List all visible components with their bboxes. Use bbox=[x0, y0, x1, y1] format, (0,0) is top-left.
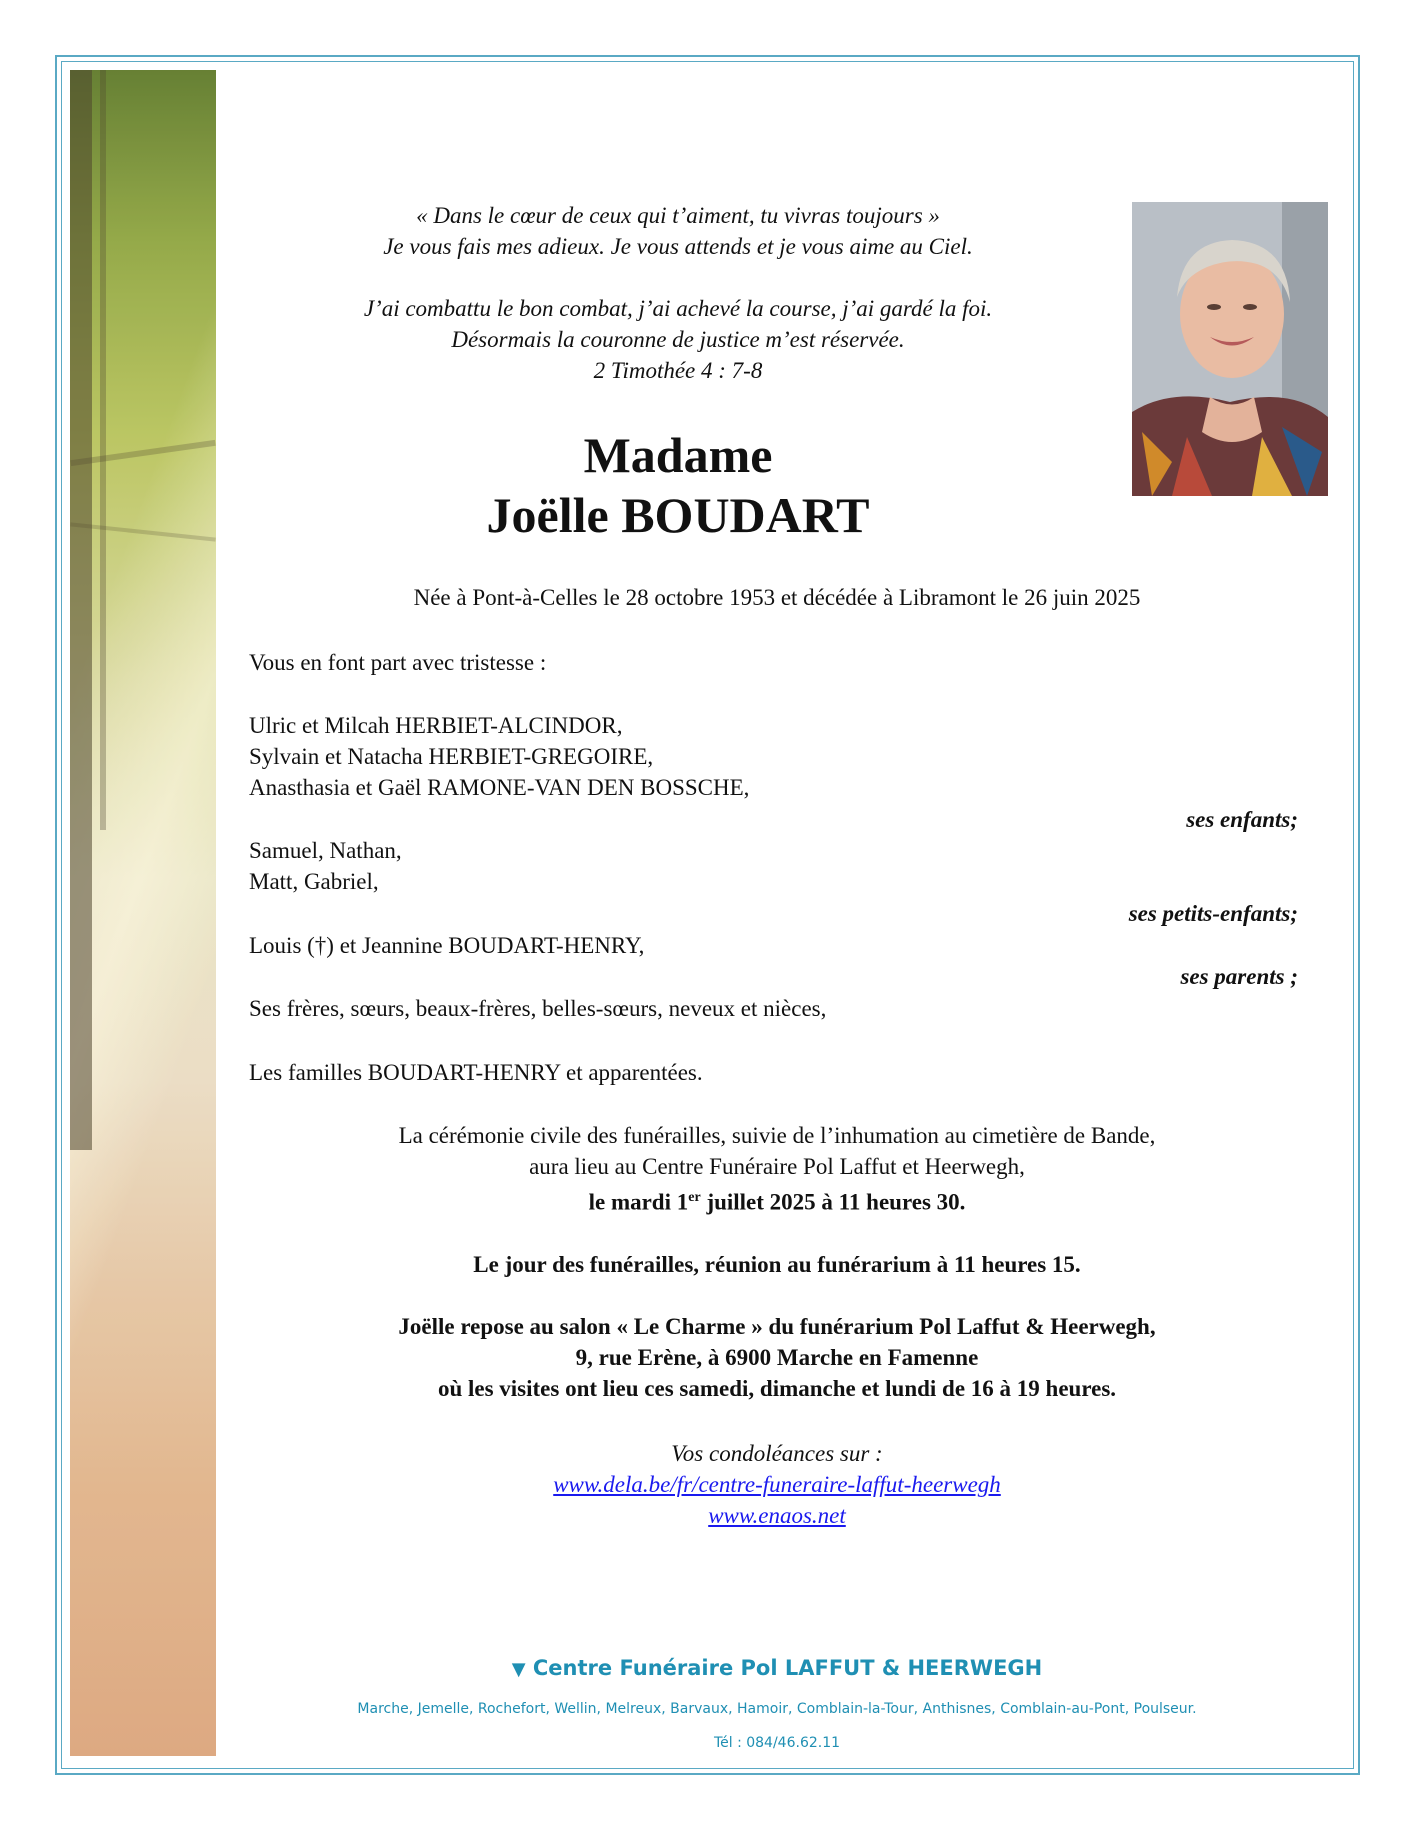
grandchild-line-2: Matt, Gabriel, bbox=[249, 869, 379, 894]
deceased-title: Madame bbox=[583, 427, 773, 483]
meeting-line: Le jour des funérailles, réunion au funérarium à 11 heures 15. bbox=[473, 1251, 1081, 1277]
footer-locations: Marche, Jemelle, Rochefort, Wellin, Melreux, Barvaux, Hamoir, Comblain-la-Tour, Anthisnes, Comblain-au-Pont, Poulseur. bbox=[357, 1701, 1197, 1717]
announcement-intro: Vous en font part avec tristesse : bbox=[249, 650, 547, 675]
child-line-2: Sylvain et Natacha HERBIET-GREGOIRE, bbox=[249, 744, 654, 769]
ceremony-line-1: La cérémonie civile des funérailles, suivie de l’inhumation au cimetière de Bande, bbox=[398, 1123, 1156, 1148]
rest-line-1: Joëlle repose au salon « Le Charme » du funérarium Pol Laffut & Heerwegh, bbox=[398, 1313, 1156, 1339]
rest-line-3: où les visites ont lieu ces samedi, dimanche et lundi de 16 à 19 heures. bbox=[437, 1375, 1117, 1401]
birth-death-text: Née à Pont-à-Celles le 28 octobre 1953 et décédée à Libramont le 26 juin 2025 bbox=[413, 585, 1141, 610]
ceremony-date-sup: er bbox=[688, 1190, 701, 1205]
children-label: ses enfants; bbox=[1186, 807, 1298, 832]
condolences-link-enaos[interactable]: www.enaos.net bbox=[708, 1503, 846, 1528]
footer-phone: Tél : 084/46.62.11 bbox=[713, 1735, 841, 1751]
footer-company-name: Centre Funéraire Pol LAFFUT & HEERWEGH bbox=[532, 1656, 1043, 1680]
grandchild-line-1: Samuel, Nathan, bbox=[249, 838, 402, 863]
triangle-down-icon: ▼ bbox=[511, 1659, 526, 1680]
deceased-name: Joëlle BOUDART bbox=[486, 487, 870, 543]
child-line-1: Ulric et Milcah HERBIET-ALCINDOR, bbox=[249, 713, 623, 738]
parents-line: Louis (†) et Jeannine BOUDART-HENRY, bbox=[249, 933, 645, 958]
quote-block bbox=[216, 200, 1140, 386]
ceremony-date-prefix: le mardi 1 bbox=[588, 1189, 689, 1215]
condolences-label: Vos condoléances sur : bbox=[671, 1441, 883, 1466]
grandchildren-label: ses petits-enfants; bbox=[1128, 901, 1298, 926]
quote-reference: 2 Timothée 4 : 7-8 bbox=[593, 358, 763, 383]
ceremony-date bbox=[216, 1182, 1338, 1218]
families-line: Les familles BOUDART-HENRY et apparentées. bbox=[249, 1060, 703, 1085]
quote-line-4: Désormais la couronne de justice m’est réservée. bbox=[451, 327, 905, 352]
ceremony-block bbox=[216, 1120, 1338, 1404]
quote-line-2: Je vous fais mes adieux. Je vous attends et je vous aime au Ciel. bbox=[383, 234, 973, 259]
condolences-link-dela[interactable]: www.dela.be/fr/centre-funeraire-laffut-heerwegh bbox=[553, 1472, 1001, 1497]
deceased-photo bbox=[1132, 202, 1328, 496]
rest-line-2: 9, rue Erène, à 6900 Marche en Famenne bbox=[575, 1344, 979, 1370]
name-block bbox=[216, 425, 1140, 545]
forest-path-image bbox=[70, 70, 216, 1756]
ceremony-line-2: aura lieu au Centre Funéraire Pol Laffut et Heerwegh, bbox=[529, 1154, 1025, 1179]
footer-company bbox=[216, 1656, 1338, 1680]
birth-death-line bbox=[216, 582, 1338, 613]
condolences-block bbox=[216, 1438, 1338, 1531]
quote-line-1: « Dans le cœur de ceux qui t’aiment, tu vivras toujours » bbox=[416, 203, 940, 228]
quote-line-3: J’ai combattu le bon combat, j’ai achevé la course, j’ai gardé la foi. bbox=[363, 296, 993, 321]
parents-label: ses parents ; bbox=[1180, 964, 1298, 989]
portrait-illustration bbox=[1132, 202, 1328, 496]
child-line-3: Anasthasia et Gaël RAMONE-VAN DEN BOSSCHE, bbox=[249, 775, 750, 800]
ceremony-date-suffix: juillet 2025 à 11 heures 30. bbox=[700, 1189, 966, 1215]
siblings-line: Ses frères, sœurs, beaux-frères, belles-sœurs, neveux et nièces, bbox=[249, 996, 827, 1021]
